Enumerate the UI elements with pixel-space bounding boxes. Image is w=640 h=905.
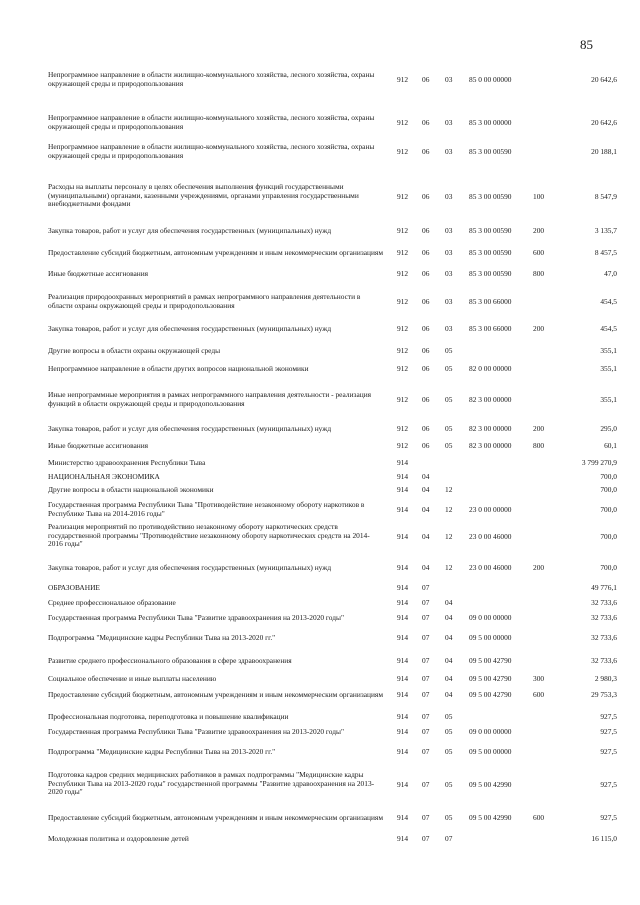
section-code: 07 — [422, 656, 430, 665]
amount: 47,0 — [604, 269, 617, 278]
amount: 29 753,3 — [591, 690, 617, 699]
row-name: Расходы на выплаты персоналу в целях обеспечения выполнения функций государственными (муниципальными) органами, казенными учреждениями, органами управления государственными внебюджетными фондами — [48, 182, 359, 209]
section-code: 04 — [422, 485, 430, 494]
expense-type-code: 600 — [533, 813, 545, 822]
ved-code: 914 — [397, 747, 409, 756]
ved-code: 912 — [397, 364, 409, 373]
expense-type-code: 800 — [533, 441, 545, 450]
section-code: 07 — [422, 598, 430, 607]
subsection-code: 04 — [445, 598, 453, 607]
row-name: НАЦИОНАЛЬНАЯ ЭКОНОМИКА — [48, 472, 160, 481]
ved-code: 912 — [397, 424, 409, 433]
row-name: Закупка товаров, работ и услуг для обеспечения государственных (муниципальных) нужд — [48, 324, 332, 333]
ved-code: 912 — [397, 191, 409, 201]
section-code: 04 — [422, 563, 430, 572]
section-code: 06 — [422, 324, 430, 333]
section-code: 06 — [422, 248, 430, 257]
expense-type-code: 100 — [533, 191, 545, 201]
section-code: 06 — [422, 395, 430, 405]
subsection-code: 03 — [445, 118, 453, 128]
section-code: 06 — [422, 364, 430, 373]
subsection-code: 12 — [445, 531, 453, 541]
section-code: 07 — [422, 613, 430, 622]
subsection-code: 05 — [445, 747, 453, 756]
section-code: 07 — [422, 834, 430, 843]
target-article-code: 09 5 00 42790 — [469, 674, 512, 683]
section-code: 06 — [422, 424, 430, 433]
expense-type-code: 300 — [533, 674, 545, 683]
ved-code: 914 — [397, 712, 409, 721]
amount: 927,5 — [600, 813, 617, 822]
ved-code: 912 — [397, 441, 409, 450]
target-article-code: 09 5 00 42990 — [469, 813, 512, 822]
amount: 927,5 — [600, 727, 617, 736]
subsection-code: 05 — [445, 346, 453, 355]
section-code: 06 — [422, 346, 430, 355]
section-code: 06 — [422, 147, 430, 157]
section-code: 06 — [422, 191, 430, 201]
target-article-code: 85 0 00 00000 — [469, 75, 512, 85]
target-article-code: 82 0 00 00000 — [469, 364, 512, 373]
section-code: 07 — [422, 583, 430, 592]
target-article-code: 85 3 00 00000 — [469, 118, 512, 128]
ved-code: 912 — [397, 269, 409, 278]
subsection-code: 03 — [445, 324, 453, 333]
amount: 454,5 — [600, 297, 617, 307]
subsection-code: 04 — [445, 690, 453, 699]
row-name: Среднее профессиональное образование — [48, 598, 176, 607]
subsection-code: 12 — [445, 563, 453, 572]
expense-type-code: 600 — [533, 248, 545, 257]
ved-code: 912 — [397, 395, 409, 405]
ved-code: 912 — [397, 346, 409, 355]
section-code: 06 — [422, 226, 430, 235]
target-article-code: 82 3 00 00000 — [469, 395, 512, 405]
target-article-code: 85 3 00 00590 — [469, 147, 512, 157]
expense-type-code: 200 — [533, 424, 545, 433]
amount: 454,5 — [600, 324, 617, 333]
subsection-code: 12 — [445, 505, 453, 515]
amount: 20 188,1 — [591, 147, 617, 157]
expense-type-code: 200 — [533, 324, 545, 333]
subsection-code: 03 — [445, 297, 453, 307]
amount: 8 547,9 — [594, 191, 617, 201]
target-article-code: 85 3 00 66000 — [469, 324, 512, 333]
section-code: 04 — [422, 505, 430, 515]
ved-code: 914 — [397, 633, 409, 642]
row-name: Иные непрограммные мероприятия в рамках непрограммного направления деятельности - реализация функций в области окружающей среды и природопользования — [48, 390, 372, 408]
target-article-code: 23 0 00 00000 — [469, 505, 512, 515]
section-code: 06 — [422, 269, 430, 278]
subsection-code: 03 — [445, 191, 453, 201]
target-article-code: 09 5 00 42990 — [469, 779, 512, 789]
row-name: Подготовка кадров средних медицинских работников в рамках подпрограммы "Медицинские кадры Республики Тыва на 2013-2020 годы" государственной программы "Развитие здравоохранения на 2013-2020 годы" — [48, 770, 375, 797]
section-code: 06 — [422, 118, 430, 128]
section-code: 07 — [422, 712, 430, 721]
ved-code: 914 — [397, 598, 409, 607]
ved-code: 914 — [397, 505, 409, 515]
subsection-code: 12 — [445, 485, 453, 494]
row-name: Развитие среднего профессионального образования в сфере здравоохранения — [48, 656, 292, 665]
target-article-code: 85 3 00 00590 — [469, 226, 512, 235]
amount: 8 457,5 — [594, 248, 617, 257]
row-name: Другие вопросы в области национальной экономики — [48, 485, 214, 494]
target-article-code: 82 3 00 00000 — [469, 441, 512, 450]
section-code: 07 — [422, 727, 430, 736]
ved-code: 914 — [397, 656, 409, 665]
subsection-code: 04 — [445, 674, 453, 683]
section-code: 07 — [422, 747, 430, 756]
target-article-code: 85 3 00 00590 — [469, 191, 512, 201]
row-name: Социальное обеспечение и иные выплаты населению — [48, 674, 217, 683]
amount: 295,0 — [600, 424, 617, 433]
row-name: ОБРАЗОВАНИЕ — [48, 583, 100, 592]
row-name: Государственная программа Республики Тыва "Развитие здравоохранения на 2013-2020 годы" — [48, 613, 345, 622]
row-name: Предоставление субсидий бюджетным, автономным учреждениям и иным некоммерческим организациям — [48, 248, 384, 257]
ved-code: 914 — [397, 813, 409, 822]
amount: 16 115,0 — [591, 834, 617, 843]
row-name: Молодежная политика и оздоровление детей — [48, 834, 189, 843]
row-name: Подпрограмма "Медицинские кадры Республики Тыва на 2013-2020 гг." — [48, 747, 276, 756]
subsection-code: 04 — [445, 613, 453, 622]
expense-type-code: 800 — [533, 269, 545, 278]
subsection-code: 04 — [445, 633, 453, 642]
target-article-code: 09 0 00 00000 — [469, 727, 512, 736]
amount: 355,1 — [600, 346, 617, 355]
expense-type-code: 200 — [533, 226, 545, 235]
target-article-code: 23 0 00 46000 — [469, 563, 512, 572]
ved-code: 914 — [397, 613, 409, 622]
target-article-code: 85 3 00 66000 — [469, 297, 512, 307]
ved-code: 914 — [397, 458, 409, 467]
subsection-code: 03 — [445, 226, 453, 235]
subsection-code: 05 — [445, 779, 453, 789]
ved-code: 912 — [397, 226, 409, 235]
subsection-code: 05 — [445, 441, 453, 450]
subsection-code: 05 — [445, 813, 453, 822]
section-code: 07 — [422, 813, 430, 822]
ved-code: 912 — [397, 324, 409, 333]
amount: 60,1 — [604, 441, 617, 450]
amount: 2 980,3 — [594, 674, 617, 683]
amount: 700,0 — [600, 531, 617, 541]
ved-code: 912 — [397, 248, 409, 257]
section-code: 06 — [422, 441, 430, 450]
amount: 700,0 — [600, 563, 617, 572]
expense-type-code: 600 — [533, 690, 545, 699]
amount: 927,5 — [600, 712, 617, 721]
ved-code: 914 — [397, 531, 409, 541]
row-name: Предоставление субсидий бюджетным, автономным учреждениям и иным некоммерческим организациям — [48, 690, 384, 699]
amount: 700,0 — [600, 485, 617, 494]
row-name: Непрограммное направление в области жилищно-коммунального хозяйства, лесного хозяйства, охраны окружающей среды и природопользования — [48, 70, 375, 88]
row-name: Непрограммное направление в области жилищно-коммунального хозяйства, лесного хозяйства, охраны окружающей среды и природопользования — [48, 142, 375, 160]
page-number: 85 — [580, 37, 593, 52]
row-name: Реализация природоохранных мероприятий в рамках непрограммного направления деятельности в области охраны окружающей среды и природопользования — [48, 292, 361, 310]
ved-code: 912 — [397, 75, 409, 85]
target-article-code: 85 3 00 00590 — [469, 248, 512, 257]
amount: 927,5 — [600, 747, 617, 756]
amount: 927,5 — [600, 779, 617, 789]
amount: 20 642,6 — [591, 75, 617, 85]
subsection-code: 03 — [445, 269, 453, 278]
ved-code: 914 — [397, 472, 409, 481]
ved-code: 912 — [397, 118, 409, 128]
target-article-code: 09 5 00 00000 — [469, 633, 512, 642]
row-name: Реализация мероприятий по противодействию незаконному обороту наркотических средств государственной программы "Противодействие незаконному обороту наркотических средств на 2014-2016 годы" — [48, 522, 370, 549]
row-name: Другие вопросы в области охраны окружающей среды — [48, 346, 221, 355]
subsection-code: 03 — [445, 147, 453, 157]
target-article-code: 09 5 00 42790 — [469, 690, 512, 699]
amount: 355,1 — [600, 395, 617, 405]
amount: 3 799 270,9 — [581, 458, 617, 467]
ved-code: 914 — [397, 583, 409, 592]
ved-code: 914 — [397, 563, 409, 572]
ved-code: 914 — [397, 485, 409, 494]
ved-code: 914 — [397, 779, 409, 789]
target-article-code: 09 5 00 42790 — [469, 656, 512, 665]
row-name: Иные бюджетные ассигнования — [48, 441, 149, 450]
section-code: 07 — [422, 633, 430, 642]
row-name: Закупка товаров, работ и услуг для обеспечения государственных (муниципальных) нужд — [48, 563, 332, 572]
row-name: Предоставление субсидий бюджетным, автономным учреждениям и иным некоммерческим организациям — [48, 813, 384, 822]
subsection-code: 03 — [445, 75, 453, 85]
amount: 3 135,7 — [594, 226, 617, 235]
subsection-code: 07 — [445, 834, 453, 843]
row-name: Непрограммное направление в области жилищно-коммунального хозяйства, лесного хозяйства, охраны окружающей среды и природопользования — [48, 113, 375, 131]
subsection-code: 05 — [445, 712, 453, 721]
row-name: Министерство здравоохранения Республики Тыва — [48, 458, 206, 467]
ved-code: 912 — [397, 297, 409, 307]
row-name: Государственная программа Республики Тыва "Противодействие незаконному обороту наркотиков в Республике Тыва на 2014-2016 годы" — [48, 500, 365, 518]
target-article-code: 09 5 00 00000 — [469, 747, 512, 756]
subsection-code: 05 — [445, 395, 453, 405]
ved-code: 912 — [397, 147, 409, 157]
amount: 32 733,6 — [591, 656, 617, 665]
section-code: 07 — [422, 674, 430, 683]
row-name: Подпрограмма "Медицинские кадры Республики Тыва на 2013-2020 гг." — [48, 633, 276, 642]
row-name: Закупка товаров, работ и услуг для обеспечения государственных (муниципальных) нужд — [48, 226, 332, 235]
amount: 32 733,6 — [591, 633, 617, 642]
row-name: Государственная программа Республики Тыва "Развитие здравоохранения на 2013-2020 годы" — [48, 727, 345, 736]
subsection-code: 03 — [445, 248, 453, 257]
section-code: 07 — [422, 690, 430, 699]
ved-code: 914 — [397, 674, 409, 683]
section-code: 06 — [422, 75, 430, 85]
subsection-code: 05 — [445, 364, 453, 373]
ved-code: 914 — [397, 834, 409, 843]
section-code: 04 — [422, 531, 430, 541]
section-code: 07 — [422, 779, 430, 789]
amount: 700,0 — [600, 505, 617, 515]
target-article-code: 85 3 00 00590 — [469, 269, 512, 278]
ved-code: 914 — [397, 727, 409, 736]
amount: 32 733,6 — [591, 613, 617, 622]
amount: 20 642,6 — [591, 118, 617, 128]
amount: 355,1 — [600, 364, 617, 373]
amount: 49 776,1 — [591, 583, 617, 592]
ved-code: 914 — [397, 690, 409, 699]
amount: 32 733,6 — [591, 598, 617, 607]
subsection-code: 05 — [445, 424, 453, 433]
row-name: Закупка товаров, работ и услуг для обеспечения государственных (муниципальных) нужд — [48, 424, 332, 433]
section-code: 04 — [422, 472, 430, 481]
subsection-code: 04 — [445, 656, 453, 665]
row-name: Иные бюджетные ассигнования — [48, 269, 149, 278]
amount: 700,0 — [600, 472, 617, 481]
target-article-code: 23 0 00 46000 — [469, 531, 512, 541]
expense-type-code: 200 — [533, 563, 545, 572]
section-code: 06 — [422, 297, 430, 307]
subsection-code: 05 — [445, 727, 453, 736]
target-article-code: 09 0 00 00000 — [469, 613, 512, 622]
row-name: Непрограммное направление в области других вопросов национальной экономики — [48, 364, 309, 373]
target-article-code: 82 3 00 00000 — [469, 424, 512, 433]
row-name: Профессиональная подготовка, переподготовка и повышение квалификации — [48, 712, 289, 721]
